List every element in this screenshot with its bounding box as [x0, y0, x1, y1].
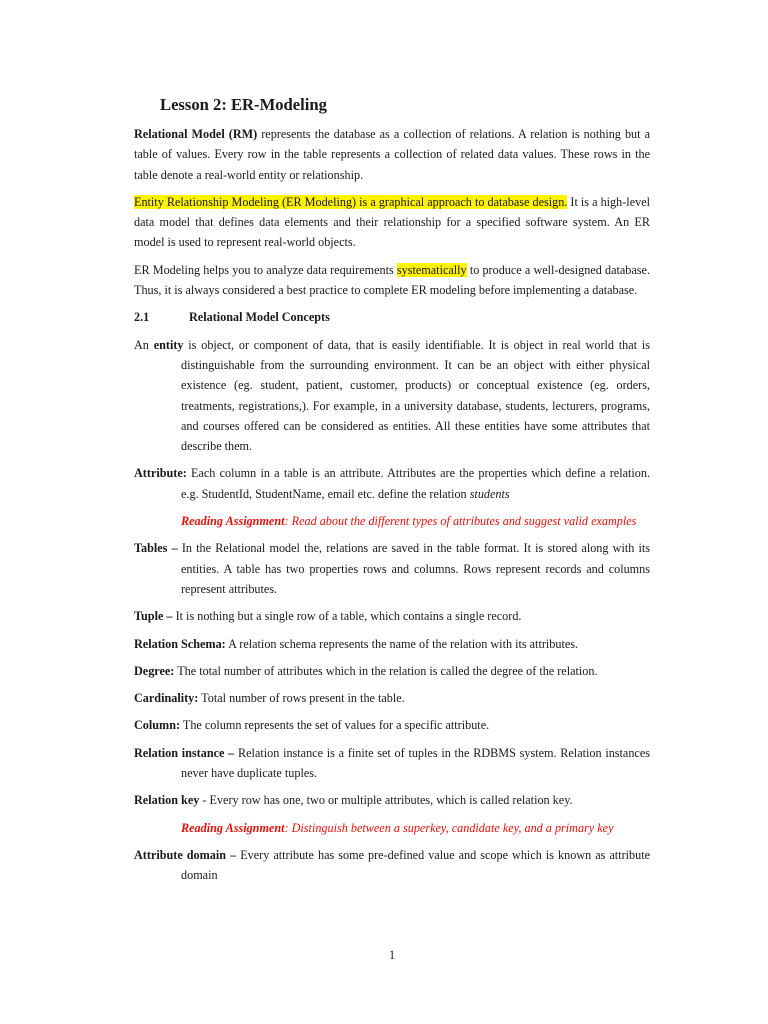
relation-schema-definition: [134, 634, 650, 654]
domain-term: Attribute domain –: [134, 847, 237, 862]
cardinality-text: Total number of rows present in the table.: [198, 691, 405, 706]
degree-definition: [134, 661, 650, 681]
rm-text: represents the database as a collection of relations. A relation is nothing but a table of values. Every row in the table represents a collection of related data values. These rows in the table denote a real-world entity or relationship.: [134, 127, 650, 182]
attribute-definition: [134, 463, 650, 504]
reading-text: : Distinguish between a superkey, candidate key, and a primary key: [284, 820, 614, 835]
entity-definition: [134, 335, 650, 457]
reading-assignment-keys: [134, 818, 650, 838]
column-text: The column represents the set of values for a specific attribute.: [180, 718, 490, 733]
reading-label: Reading Assignment: [181, 820, 285, 835]
relation-key-definition: [134, 790, 650, 810]
er-text: It is a high-level data model that defines data elements and their relationship for a specified software system. An ER model is used to represent real-world objects.: [134, 194, 650, 250]
relational-model-paragraph: [134, 124, 650, 185]
column-term: Column:: [134, 718, 181, 733]
erm-before: ER Modeling helps you to analyze data requirements: [134, 262, 397, 277]
page-number: 1: [388, 948, 396, 962]
cardinality-term: Cardinality:: [134, 691, 199, 706]
tuple-definition: [134, 606, 650, 626]
attribute-italic: students: [469, 486, 510, 501]
er-highlight: Entity Relationship Modeling (ER Modeling) is a graphical approach to database design.: [134, 194, 568, 209]
schema-term: Relation Schema:: [134, 636, 226, 651]
tuple-text: It is nothing but a single row of a table, which contains a single record.: [172, 609, 522, 624]
entity-text: is object, or component of data, that is easily identifiable. It is object in real world that is distinguishable from the surrounding environment. It can be an object with either physical existence (eg. student, patient, customer, products) or conceptual existence (eg. orders, treatments, registrations,). For example, in a university database, students, lecturers, programs, and courses offered can be considered as entities. All these entities have some attributes that describe them.: [181, 337, 650, 454]
entity-pre: An: [134, 337, 154, 352]
erm-after: to produce a well-designed database. Thus, it is always considered a best practice to complete ER modeling before implementing a database.: [134, 262, 650, 298]
attribute-term: Attribute:: [134, 466, 187, 481]
er-benefit-paragraph: [134, 260, 650, 301]
lesson-title: Lesson 2: ER-Modeling: [160, 95, 327, 114]
er-modeling-paragraph: [134, 192, 650, 253]
instance-term: Relation instance –: [134, 745, 235, 760]
degree-text: The total number of attributes which in the relation is called the degree of the relation.: [174, 663, 598, 678]
column-definition: [134, 715, 650, 735]
section-title: Relational Model Concepts: [189, 310, 330, 325]
key-term: Relation key: [134, 793, 200, 808]
reading-assignment-attributes: [134, 511, 650, 531]
section-heading: [134, 307, 650, 327]
key-text: - Every row has one, two or multiple attributes, which is called relation key.: [199, 793, 573, 808]
schema-text: A relation schema represents the name of the relation with its attributes.: [225, 636, 579, 651]
tables-definition: [134, 538, 650, 599]
section-number: 2.1: [134, 310, 150, 325]
cardinality-definition: [134, 688, 650, 708]
tables-term: Tables –: [134, 541, 178, 556]
reading-text: : Read about the different types of attributes and suggest valid examples: [284, 514, 637, 529]
relation-instance-definition: [134, 743, 650, 784]
reading-label: Reading Assignment: [181, 514, 285, 529]
erm-highlight: systematically: [396, 262, 467, 277]
entity-term: entity: [153, 337, 184, 352]
rm-term: Relational Model (RM): [134, 127, 258, 141]
attribute-text: Each column in a table is an attribute. Attributes are the properties which define a relation. e.g. StudentId, StudentName, email etc. define the relation: [181, 466, 650, 501]
degree-term: Degree:: [134, 663, 175, 678]
attribute-domain-definition: [134, 845, 650, 886]
tuple-term: Tuple –: [134, 609, 173, 624]
tables-text: In the Relational model the, relations are saved in the table format. It is stored along with its entities. A table has two properties rows and columns. Rows represent records and columns represent attributes.: [177, 541, 651, 596]
instance-text: Relation instance is a finite set of tuples in the RDBMS system. Relation instances never have duplicate tuples.: [181, 745, 650, 781]
document-content: [134, 94, 650, 893]
domain-text: Every attribute has some pre-defined value and scope which is known as attribute domain: [181, 847, 651, 883]
